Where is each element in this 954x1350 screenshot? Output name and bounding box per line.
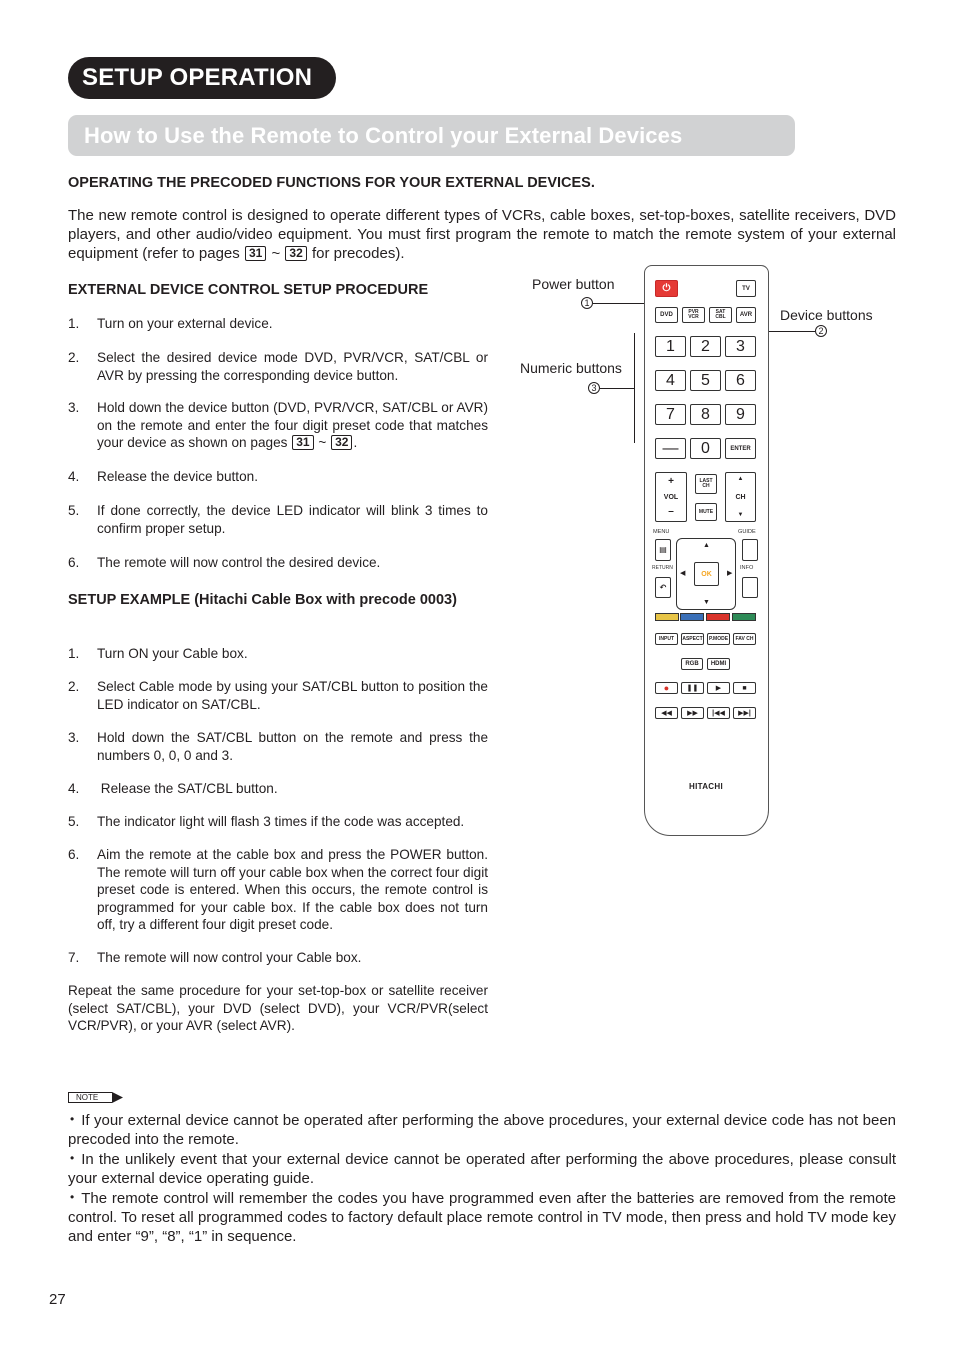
step-text xyxy=(97,399,488,452)
list-item xyxy=(68,645,488,663)
list-item xyxy=(68,780,488,798)
list-item xyxy=(68,315,488,333)
step-number: 4. xyxy=(68,781,80,796)
digit-3-button[interactable]: 3 xyxy=(725,336,756,357)
page-ref[interactable]: 31 xyxy=(292,435,313,450)
green-button[interactable] xyxy=(732,613,756,621)
step-text: Hold down the SAT/CBL button on the remote and press the numbers 0, 0, 0 and 3. xyxy=(97,730,488,763)
step-number: 1. xyxy=(68,646,80,661)
note-label: NOTE xyxy=(76,1093,99,1102)
fast-forward-icon[interactable]: ▶▶ xyxy=(681,707,704,719)
yellow-button[interactable] xyxy=(655,613,679,621)
tilde: ~ xyxy=(318,435,327,450)
step-number: 4. xyxy=(68,469,80,484)
callout-number: 1 xyxy=(581,297,593,309)
rgb-button[interactable]: RGB xyxy=(681,658,703,670)
intro-heading: OPERATING THE PRECODED FUNCTIONS FOR YOUR EXTERNAL DEVICES. xyxy=(68,175,595,191)
list-item xyxy=(68,1149,896,1188)
ch-label: CH xyxy=(735,493,746,501)
step-number: 6. xyxy=(68,847,80,862)
step-number: 6. xyxy=(68,555,80,570)
pvr-vcr-button[interactable]: PVR VCR xyxy=(682,307,705,323)
vol-label: VOL xyxy=(663,493,679,501)
brand-logo: HITACHI xyxy=(689,782,723,791)
nav-right-icon[interactable]: ▶ xyxy=(727,570,733,577)
list-item xyxy=(68,729,488,764)
power-button-label: Power button xyxy=(532,276,615,292)
stop-icon[interactable]: ■ xyxy=(733,682,756,694)
example-heading: SETUP EXAMPLE (Hitachi Cable Box with precode 0003) xyxy=(68,592,457,608)
mute-button[interactable]: MUTE xyxy=(695,503,717,521)
step-text: Aim the remote at the cable box and press the POWER button. The remote will turn off your cable box when the correct four digit preset code is entered. When this occurs, the remote control is programmed for your cable box. If the cable box does not turn off, try a different four digit preset code. xyxy=(97,847,488,932)
guide-label: GUIDE xyxy=(738,529,756,535)
volume-rocker[interactable] xyxy=(655,472,687,522)
list-item xyxy=(68,813,488,831)
callout-line xyxy=(600,388,634,389)
step-number: 2. xyxy=(68,350,80,365)
intro-text: The new remote control is designed to operate different types of VCRs, cable boxes, set-top-boxes, satellite receivers, DVD players, and other audio/video equipment. You must first program the remote to match the remote system of your external equipment (refer to pages xyxy=(68,207,896,262)
rewind-icon[interactable]: ◀◀ xyxy=(655,707,678,719)
input-button[interactable]: INPUT xyxy=(655,633,678,645)
play-icon[interactable]: ▶ xyxy=(707,682,730,694)
digit-4-button[interactable]: 4 xyxy=(655,370,686,391)
nav-down-icon[interactable]: ▼ xyxy=(703,599,710,606)
enter-button[interactable]: ENTER xyxy=(725,438,756,459)
page-number: 27 xyxy=(49,1291,66,1308)
dvd-button[interactable]: DVD xyxy=(655,307,678,323)
step-text: Release the SAT/CBL button. xyxy=(97,781,278,796)
avr-button[interactable]: AVR xyxy=(736,307,756,323)
red-button[interactable] xyxy=(706,613,730,621)
digit-7-button[interactable]: 7 xyxy=(655,404,686,425)
nav-up-icon[interactable]: ▲ xyxy=(703,542,710,549)
step-text: The remote will now control the desired device. xyxy=(97,555,381,570)
section-title: SETUP OPERATION xyxy=(68,57,336,99)
notes-list xyxy=(68,1110,896,1246)
list-item xyxy=(68,1188,896,1246)
procedure-heading: EXTERNAL DEVICE CONTROL SETUP PROCEDURE xyxy=(68,282,429,298)
list-item xyxy=(68,468,488,486)
page-ref[interactable]: 32 xyxy=(331,435,352,450)
callout-number: 3 xyxy=(588,382,600,394)
step-text: Turn ON your Cable box. xyxy=(97,646,248,661)
list-item xyxy=(68,399,488,452)
sat-cbl-button[interactable]: SAT CBL xyxy=(709,307,732,323)
page-title: How to Use the Remote to Control your External Devices xyxy=(68,115,795,156)
step-text: The indicator light will flash 3 times if the code was accepted. xyxy=(97,814,465,829)
bullet: • xyxy=(70,1112,75,1126)
page-ref[interactable]: 32 xyxy=(285,246,306,261)
menu-icon[interactable]: ▤ xyxy=(655,539,671,561)
fav-ch-button[interactable]: FAV CH xyxy=(733,633,756,645)
list-item xyxy=(68,949,488,967)
remote-control xyxy=(644,265,769,836)
note-text: The remote control will remember the codes you have programmed even after the batteries are removed from the remote control. To reset all programmed codes to factory default place remote control in TV mode, then press and hold TV mode key and enter “9”, “8”, “1” in sequence. xyxy=(68,1190,896,1245)
ok-button[interactable]: OK xyxy=(694,562,719,586)
callout-number: 2 xyxy=(815,325,827,337)
digit-0-button[interactable]: 0 xyxy=(690,438,721,459)
navigation-pad[interactable] xyxy=(676,538,736,610)
list-item xyxy=(68,554,488,572)
hdmi-button[interactable]: HDMI xyxy=(707,658,730,670)
digit-8-button[interactable]: 8 xyxy=(690,404,721,425)
info-button[interactable] xyxy=(742,577,758,598)
down-icon: ▼ xyxy=(737,512,744,518)
nav-left-icon[interactable]: ◀ xyxy=(680,570,686,577)
return-icon[interactable]: ↶ xyxy=(655,577,671,598)
step-number: 3. xyxy=(68,730,80,745)
repeat-paragraph: Repeat the same procedure for your set-top-box or satellite receiver (select SAT/CBL), your DVD (select DVD), your VCR/PVR(select VCR/PVR), or your AVR (select AVR). xyxy=(68,983,488,1033)
device-buttons-label: Device buttons xyxy=(780,307,873,323)
step-number: 3. xyxy=(68,400,80,415)
info-label: INFO xyxy=(740,565,754,571)
channel-rocker[interactable] xyxy=(725,472,756,522)
note-badge xyxy=(68,1092,123,1103)
skip-back-icon[interactable]: |◀◀ xyxy=(707,707,730,719)
tv-button[interactable]: TV xyxy=(736,280,756,297)
up-icon: ▲ xyxy=(737,476,744,482)
step-number: 2. xyxy=(68,679,80,694)
step-text: Select the desired device mode DVD, PVR/VCR, SAT/CBL or AVR by pressing the corresponding device button. xyxy=(97,350,488,383)
period: . xyxy=(353,435,358,450)
list-item xyxy=(68,846,488,934)
dash-button[interactable]: — xyxy=(655,438,686,459)
step-number: 5. xyxy=(68,503,80,518)
page-ref[interactable]: 31 xyxy=(245,246,266,261)
list-item xyxy=(68,1110,896,1149)
step-number: 7. xyxy=(68,950,80,965)
aspect-button[interactable]: ASPECT xyxy=(681,633,704,645)
step-text: The remote will now control your Cable box. xyxy=(97,950,362,965)
guide-button[interactable] xyxy=(742,539,758,561)
digit-1-button[interactable]: 1 xyxy=(655,336,686,357)
numeric-buttons-label: Numeric buttons xyxy=(520,360,622,376)
blue-button[interactable] xyxy=(680,613,704,621)
digit-9-button[interactable]: 9 xyxy=(725,404,756,425)
menu-label: MENU xyxy=(653,529,670,535)
step-text-main: Hold down the device button (DVD, PVR/VCR, SAT/CBL or AVR) on the remote and enter the four digit preset code that matches your device as shown on pages xyxy=(97,400,488,450)
pmode-button[interactable]: P.MODE xyxy=(707,633,730,645)
list-item xyxy=(68,678,488,713)
digit-6-button[interactable]: 6 xyxy=(725,370,756,391)
step-text: If done correctly, the device LED indicator will blink 3 times to confirm proper setup. xyxy=(97,503,488,536)
plus-icon: + xyxy=(668,476,674,487)
list-item xyxy=(68,502,488,537)
record-icon[interactable]: ● xyxy=(655,682,678,694)
bullet: • xyxy=(70,1190,75,1204)
bullet: • xyxy=(70,1151,75,1165)
last-ch-button[interactable]: LAST CH xyxy=(695,474,717,494)
step-text: Release the device button. xyxy=(97,469,258,484)
skip-forward-icon[interactable]: ▶▶| xyxy=(733,707,756,719)
step-number: 1. xyxy=(68,316,80,331)
note-text: If your external device cannot be operated after performing the above procedures, your external device code has not been precoded into the remote. xyxy=(68,1112,896,1148)
list-item xyxy=(68,349,488,384)
intro-paragraph xyxy=(68,206,896,263)
minus-icon: – xyxy=(668,506,674,517)
digit-5-button[interactable]: 5 xyxy=(690,370,721,391)
digit-2-button[interactable]: 2 xyxy=(690,336,721,357)
pause-icon[interactable]: ❚❚ xyxy=(681,682,704,694)
step-text: Turn on your external device. xyxy=(97,316,273,331)
step-text: Select Cable mode by using your SAT/CBL button to position the LED indicator on SAT/CBL. xyxy=(97,679,488,712)
note-text: In the unlikely event that your external device cannot be operated after performing the above procedures, please consult your external device operating guide. xyxy=(68,1151,896,1187)
callout-line xyxy=(634,333,635,443)
tilde: ~ xyxy=(271,245,281,262)
return-label: RETURN xyxy=(652,565,673,571)
intro-text-end: for precodes). xyxy=(311,245,405,262)
step-number: 5. xyxy=(68,814,80,829)
power-icon[interactable]: ⏻ xyxy=(655,280,678,297)
